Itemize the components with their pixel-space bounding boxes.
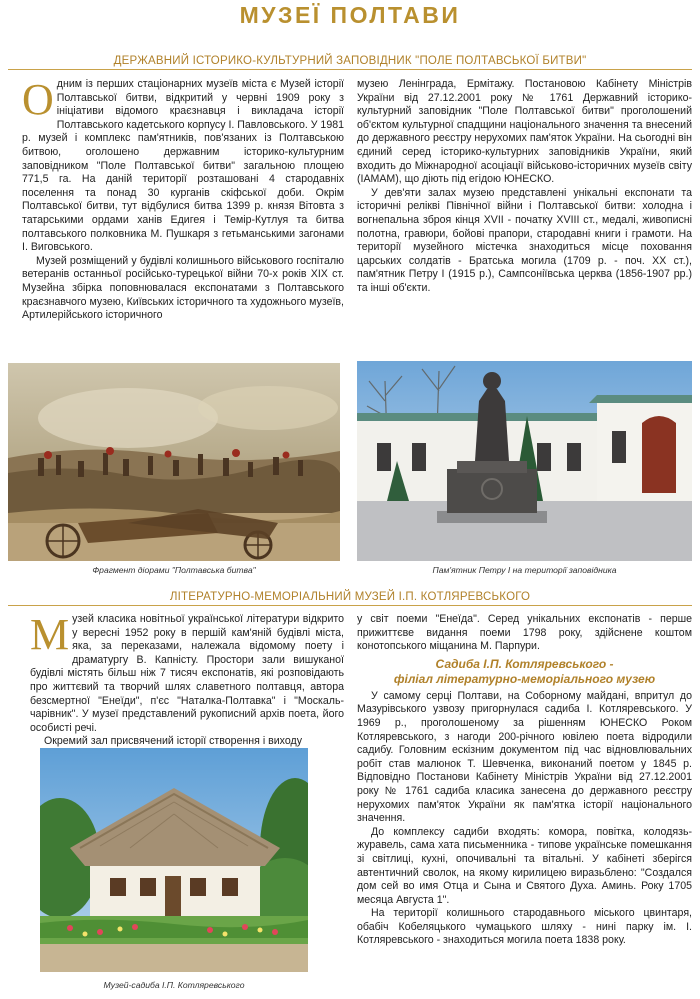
diorama-caption: Фрагмент діорами "Полтавська битва" [92,565,256,575]
section2-dropcap: М [30,610,70,659]
section2-left-paragraph-1: узей класика новітньої української літератури відкрито у вересні 1952 року в першій кам'яній будівлі міста, яка, за переказами, належала відомому поету і драматургу В. Капністу. Простори зали вишуканої будівлі містять більш ніж 7 тисяч експонатів, які розповідають про життєвий та творчий шлях славетного полтавця, автора безсмертної "Енеїди", п'єс "Наталка-Полтавка" і "Москаль-чарівник". У музеї представлений рукописний архів поета, його особисті речі. [30,613,344,734]
section1-left-column [22,75,344,323]
section2-heading: ЛІТЕРАТУРНО-МЕМОРІАЛЬНИЙ МУЗЕЙ І.П. КОТЛЯРЕВСЬКОГО [169,591,531,603]
estate-caption: Музей-садиба І.П. Котляревського [103,980,245,990]
section1-left-paragraph-1: дним із перших стаціонарних музеїв міста є Музей історії Полтавської битви, відкритий у червні 1909 року з ініціативи відомого краєзнавця і викладача історії Полтавського кадетського корпусу І. Павловського. У 1981 р. музей і комплекс пам'ятників, пов'язаних із Полтавською битвою, оголошено державним історико-культурним заповідником "Поле Полтавської битви" загальною площею 771,5 га. На даній території розташовані 4 стародавніх поселення та понад 30 курганів скіфської доби. Окрім Полтавської битви, тут відбулися битва 1399 р. князя Вітовта з татарськими ордами ханів Едигея і Темір-Кутлуя та битва полтавського полковника М. Пушкаря з гетьманськими загонами І. Виговського. [22,78,344,254]
monument-image [357,361,692,561]
section2-right-paragraph-4: На території колишнього стародавнього міського цвинтаря, обабіч Кобеляцького чумацького шляху - нині парку ім. І. Котляревського - знаходиться могила поета 1838 року. [357,907,692,947]
section2-left-paragraph-2: Окремий зал присвячений історії створення і виходу [44,735,302,748]
section1-dropcap: О [22,75,54,124]
page-title: МУЗЕЇ ПОЛТАВИ [239,2,461,28]
section2-right-paragraph-1: у світ поеми "Енеїда". Серед унікальних експонатів - перше прижиттєве видання поеми 1798 року, здійснене коштом конотопського міщанина М. Парпури. [357,613,692,653]
section1-divider [8,69,692,70]
section2-right-column [357,613,692,948]
diorama-image [8,363,340,561]
section1-right-paragraph-2: У дев'яти залах музею представлені унікальні експонати та історичні релікві Північної війни і Полтавської битви: холодна і вогнепальна зброя кінця XVII - початку XVIII ст., медалі, живописні полотна, гравюри, бойові прапори, стародавні книги і грамоти. На території музейного містечка знаходиться місце поховання царських солдатів - Братська могила (1709 р. - поч. XX ст.), пам'ятник Петру І (1915 р.), Сампсоніївська церква (1856-1907 рр.) та інші об'єкти. [357,186,692,294]
section1-right-paragraph-1: музею Ленінграда, Ермітажу. Постановою Кабінету Міністрів України від 27.12.2001 року № 1761 Державний історико-культурний заповідник "Поле Полтавської битви" проголошений об'єктом культурної спадщини національного значення та внесений до державного реєстру нерухомих пам'яток України. На сьогодні він єдиний серед історико-культурних заповідників України, який входить до Міжнародної асоціації військово-історичних музеїв світу (IAMAM), що діють під егідою ЮНЕСКО. [357,78,692,186]
section1-right-column [357,78,692,296]
monument-caption: Пам'ятник Петру І на території заповідника [432,565,617,575]
section1-heading: ДЕРЖАВНИЙ ІСТОРИКО-КУЛЬТУРНИЙ ЗАПОВІДНИК "ПОЛЕ ПОЛТАВСЬКОЇ БИТВИ" [113,55,587,67]
section2-right-paragraph-3: До комплексу садиби входять: комора, повітка, колодязь-журавель, сама хата письменника - типове українське помешкання зі світлиці, кухні, опочивальні та вітальні. У кабінеті зберігся автентичний сволок, на якому кирилицею виразьблено: "Создался дом сей во имя Отца и Сына и Святого Духа. Аминь. Року 1705 месяца Августа 1". [357,825,692,906]
estate-subheading-line1: Садиба І.П. Котляревського - [435,656,614,671]
section1-left-paragraph-2: Музей розміщений у будівлі колишнього військового госпіталю ветеранів останньої російсько-турецької війни 70-х років XIX ст. Музейна збірка поповнювалася експонатами з Полтавського краєзнавчого музею, Київських історичного та художнього музеїв, Артилерійського історичного [22,254,344,322]
estate-image [40,748,308,972]
estate-subheading [357,657,692,687]
section2-right-paragraph-2: У самому серці Полтави, на Соборному майдані, впритул до Мазурівського узвозу пригорнулася садиба І. Котляревського. У 1969 р., проголошеному за рішенням ЮНЕСКО Роком Котляревського, з нагоди 200-річного ювілею поета відродили садибу. Головним ескізним документом під час відновлювальних робіт став малюнок Т. Шевченка, виконаний поетом у 1845 р. Відповідно Постанови Кабінету Міністрів України від 27.12.2001 року № 1761 садиба класика занесена до державного реєстру нерухомих пам'яток України як пам'ятка історії національного значення. [357,689,692,825]
section2-left-column [30,610,344,749]
section2-divider [8,605,692,606]
estate-subheading-line2: філіал літературно-меморіального музею [393,671,656,686]
